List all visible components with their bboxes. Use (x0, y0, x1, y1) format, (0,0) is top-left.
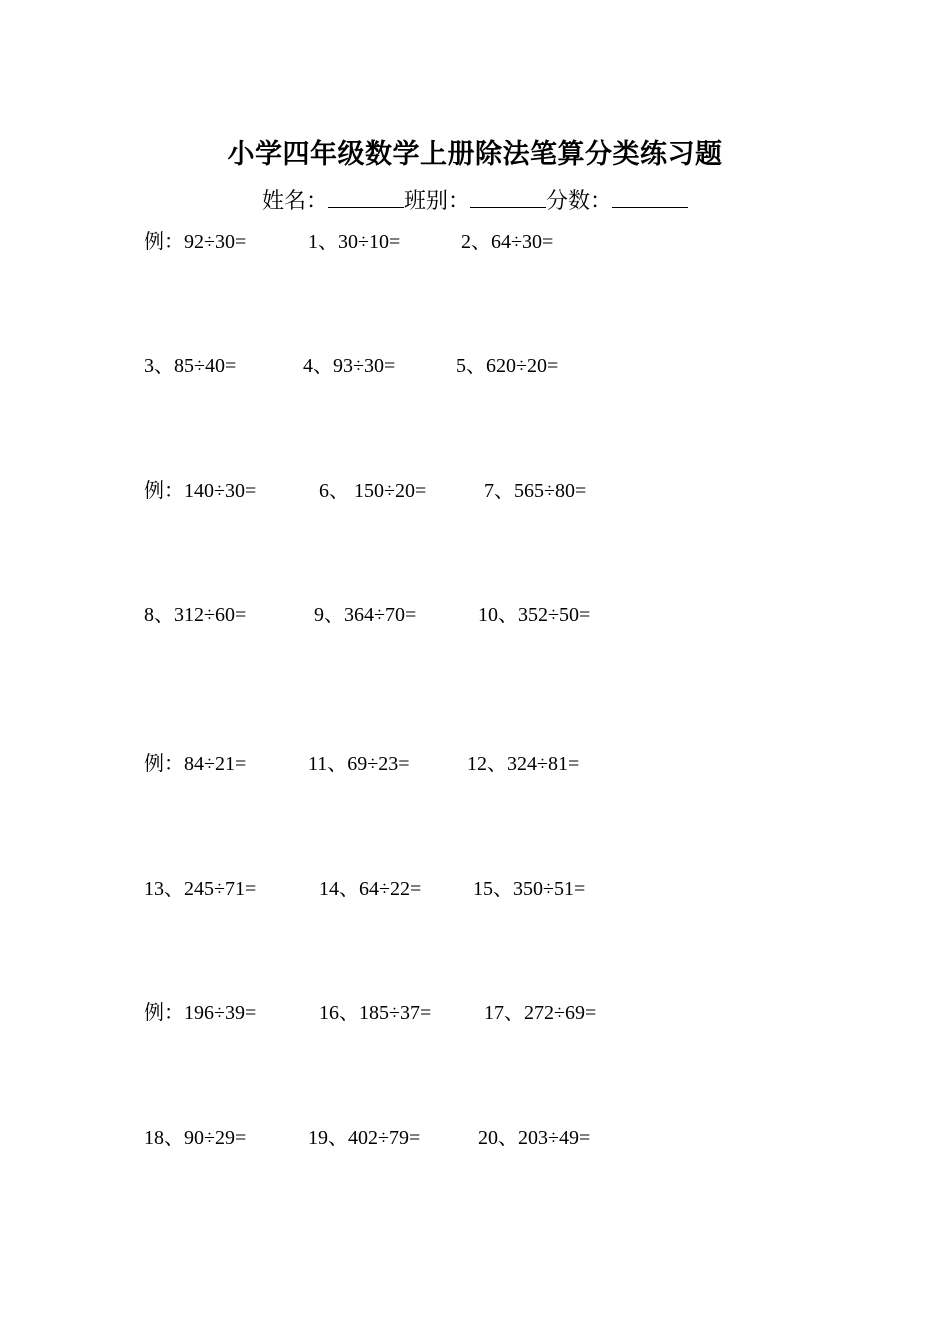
problem-row-5 (0, 747, 950, 773)
class-blank[interactable] (470, 185, 546, 208)
problem-item: 14、64÷22= (319, 878, 422, 900)
class-label: 班别： (403, 189, 470, 214)
problem-row-3 (0, 474, 950, 500)
problem-row-4 (0, 598, 950, 624)
problem-item: 12、324÷81= (467, 753, 580, 775)
problem-row-2 (0, 349, 950, 375)
problem-item: 8、312÷60= (144, 604, 247, 626)
problem-item: 19、402÷79= (308, 1127, 421, 1149)
problem-item: 18、90÷29= (144, 1127, 247, 1149)
problem-item: 16、185÷37= (319, 1002, 432, 1024)
problem-item: 10、352÷50= (478, 604, 591, 626)
problem-item: 3、85÷40= (144, 355, 237, 377)
problem-item: 例：196÷39= (144, 1002, 257, 1024)
problem-item: 6、 150÷20= (319, 480, 427, 502)
page-title: 小学四年级数学上册除法笔算分类练习题 (227, 139, 723, 170)
name-label: 姓名： (261, 189, 328, 214)
problem-item: 15、350÷51= (473, 878, 586, 900)
problem-item: 例：84÷21= (144, 753, 247, 775)
name-blank[interactable] (328, 185, 404, 208)
problem-item: 11、69÷23= (308, 753, 410, 775)
problem-item: 20、203÷49= (478, 1127, 591, 1149)
problem-item: 13、245÷71= (144, 878, 257, 900)
score-blank[interactable] (612, 185, 688, 208)
problem-row-1 (0, 225, 950, 251)
problem-item: 例：92÷30= (144, 231, 247, 253)
problem-item: 4、93÷30= (303, 355, 396, 377)
problem-item: 9、364÷70= (314, 604, 417, 626)
problem-item: 2、64÷30= (461, 231, 554, 253)
problem-item: 5、620÷20= (456, 355, 559, 377)
problem-item: 例：140÷30= (144, 480, 257, 502)
problem-item: 7、565÷80= (484, 480, 587, 502)
problem-row-7 (0, 996, 950, 1022)
problem-row-6 (0, 872, 950, 898)
problem-item: 17、272÷69= (484, 1002, 597, 1024)
student-info-line (0, 184, 950, 215)
problem-item: 1、30÷10= (308, 231, 401, 253)
score-label: 分数： (546, 189, 613, 214)
problem-row-8 (0, 1121, 950, 1147)
